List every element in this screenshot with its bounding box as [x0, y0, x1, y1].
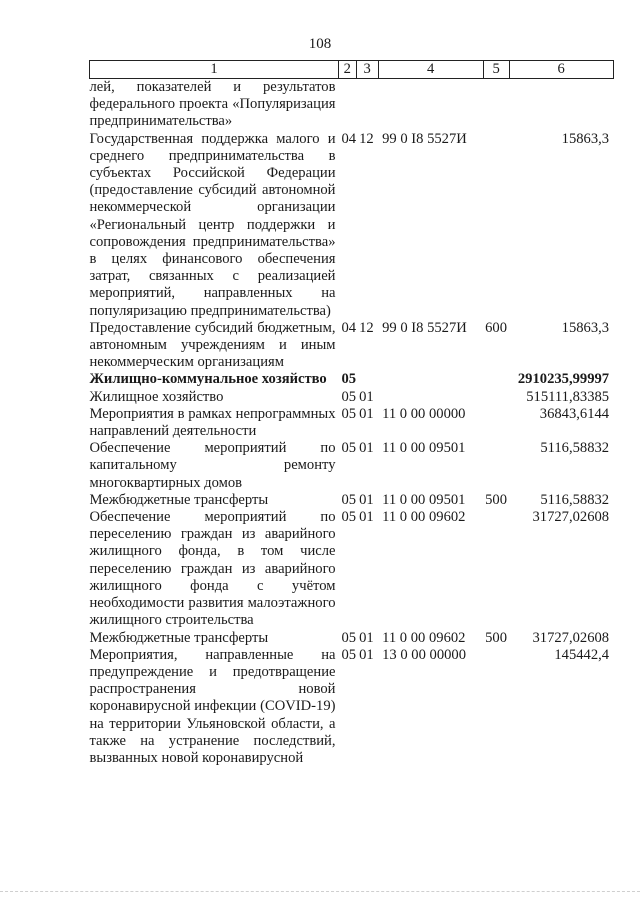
row-subsection-code: 01	[359, 646, 374, 663]
row-target-code: 11 0 00 09501	[382, 491, 466, 508]
row-section-code: 05	[341, 491, 357, 508]
row-name: Мероприятия в рамках непрограммных направлений деятельности	[89, 405, 336, 440]
row-subsection-code: 01	[359, 388, 374, 405]
table-body	[90, 79, 614, 768]
row-subsection-code: 01	[359, 629, 374, 646]
row-name: Межбюджетные трансферты	[89, 629, 269, 646]
table-row	[90, 630, 614, 647]
row-section-code: 05	[341, 371, 357, 388]
row-name: Государственная поддержка малого и среднего предпринимательства в субъектах Российской Федерации (предоставление субсидий автономной некоммерческой организации «Региональный центр поддержки и сопровождения предпринимательства» в целях финансового обеспечения затрат, связанных с реализацией мероприятий, направленных на популяризацию предпринимательства)	[89, 130, 336, 319]
column-header-name: 1	[90, 61, 339, 79]
row-expense-type	[483, 371, 509, 388]
table-row	[90, 371, 614, 388]
page-bottom-rule	[0, 891, 640, 893]
row-expense-type	[483, 509, 509, 629]
row-amount: 2910235,99997	[517, 371, 610, 388]
row-expense-type	[483, 79, 509, 131]
table-row	[90, 320, 614, 372]
table-row	[90, 509, 614, 629]
row-expense-type: 500	[485, 629, 507, 646]
column-header-expense: 5	[483, 61, 509, 79]
row-target-code: 99 0 I8 5527И	[382, 130, 467, 147]
table-row	[90, 492, 614, 509]
table-row	[90, 79, 614, 131]
row-name: Обеспечение мероприятий по капитальному ремонту многоквартирных домов	[89, 440, 336, 491]
row-target-code: 11 0 00 09501	[382, 440, 466, 457]
row-expense-type	[483, 131, 509, 320]
column-header-subsection: 3	[356, 61, 378, 79]
row-expense-type	[483, 647, 509, 767]
row-name: Жилищное хозяйство	[89, 388, 224, 405]
row-target-code: 11 0 00 09602	[382, 629, 466, 646]
row-amount: 31727,02608	[532, 509, 610, 526]
row-amount: 15863,3	[561, 319, 610, 336]
row-target-code: 11 0 00 00000	[382, 405, 466, 422]
row-amount: 31727,02608	[532, 629, 610, 646]
row-section-code: 05	[341, 646, 357, 663]
column-header-amount: 6	[509, 61, 613, 79]
row-section-code	[339, 79, 357, 131]
row-target-code	[378, 371, 483, 388]
header-row	[90, 61, 614, 79]
table-header	[90, 61, 614, 79]
row-target-code	[378, 389, 483, 406]
row-subsection-code: 01	[359, 491, 374, 508]
row-expense-type	[483, 389, 509, 406]
row-target-code: 13 0 00 00000	[382, 646, 467, 663]
row-section-code: 05	[341, 405, 357, 422]
row-amount: 515111,83385	[526, 388, 610, 405]
row-section-code: 05	[341, 440, 357, 457]
table-row	[90, 389, 614, 406]
row-name: лей, показателей и результатов федерального проекта «Популяризация предпринимательства»	[89, 79, 336, 130]
column-header-target: 4	[378, 61, 483, 79]
row-subsection-code: 01	[359, 440, 374, 457]
row-name: Мероприятия, направленные на предупреждение и предотвращение распространения новой коронавирусной инфекции (COVID-19) на территории Ульяновской области, а также на устранение последствий, вызванных новой коронавирусной	[89, 646, 336, 766]
row-expense-type: 600	[485, 319, 507, 336]
row-subsection-code: 01	[359, 405, 374, 422]
row-amount: 36843,6144	[539, 405, 610, 422]
row-target-code	[378, 79, 483, 131]
row-subsection-code: 12	[359, 319, 374, 336]
table-row	[90, 131, 614, 320]
row-subsection-code: 01	[359, 509, 374, 526]
table-row	[90, 440, 614, 492]
row-subsection-code	[356, 79, 378, 131]
row-expense-type	[483, 406, 509, 440]
row-name: Предоставление субсидий бюджетным, автономным учреждениям и иным некоммерческим организациям	[89, 319, 336, 371]
row-target-code: 11 0 00 09602	[382, 509, 466, 526]
row-amount: 15863,3	[561, 130, 610, 147]
row-section-code: 04	[341, 319, 357, 336]
row-target-code: 99 0 I8 5527И	[382, 319, 467, 336]
row-subsection-code	[356, 371, 378, 388]
row-amount: 5116,58832	[540, 491, 610, 508]
column-header-section: 2	[339, 61, 357, 79]
page-number: 108	[308, 36, 332, 52]
budget-table	[89, 60, 614, 767]
row-amount: 5116,58832	[540, 440, 610, 457]
row-section-code: 05	[341, 509, 357, 526]
row-name: Межбюджетные трансферты	[89, 491, 269, 508]
table-row	[90, 406, 614, 440]
row-amount	[509, 79, 613, 131]
row-expense-type	[483, 440, 509, 492]
row-section-code: 04	[341, 130, 357, 147]
row-expense-type: 500	[485, 491, 507, 508]
row-amount: 145442,4	[554, 646, 610, 663]
row-section-code: 05	[341, 629, 357, 646]
row-name: Обеспечение мероприятий по переселению граждан из аварийного жилищного фонда, в том числе переселению граждан из аварийного жилищного фонда с учётом необходимости развития малоэтажного жилищного строительства	[89, 509, 336, 629]
row-section-code: 05	[341, 388, 357, 405]
row-name: Жилищно-коммунальное хозяйство	[89, 371, 327, 388]
table-row	[90, 647, 614, 767]
row-subsection-code: 12	[359, 130, 374, 147]
